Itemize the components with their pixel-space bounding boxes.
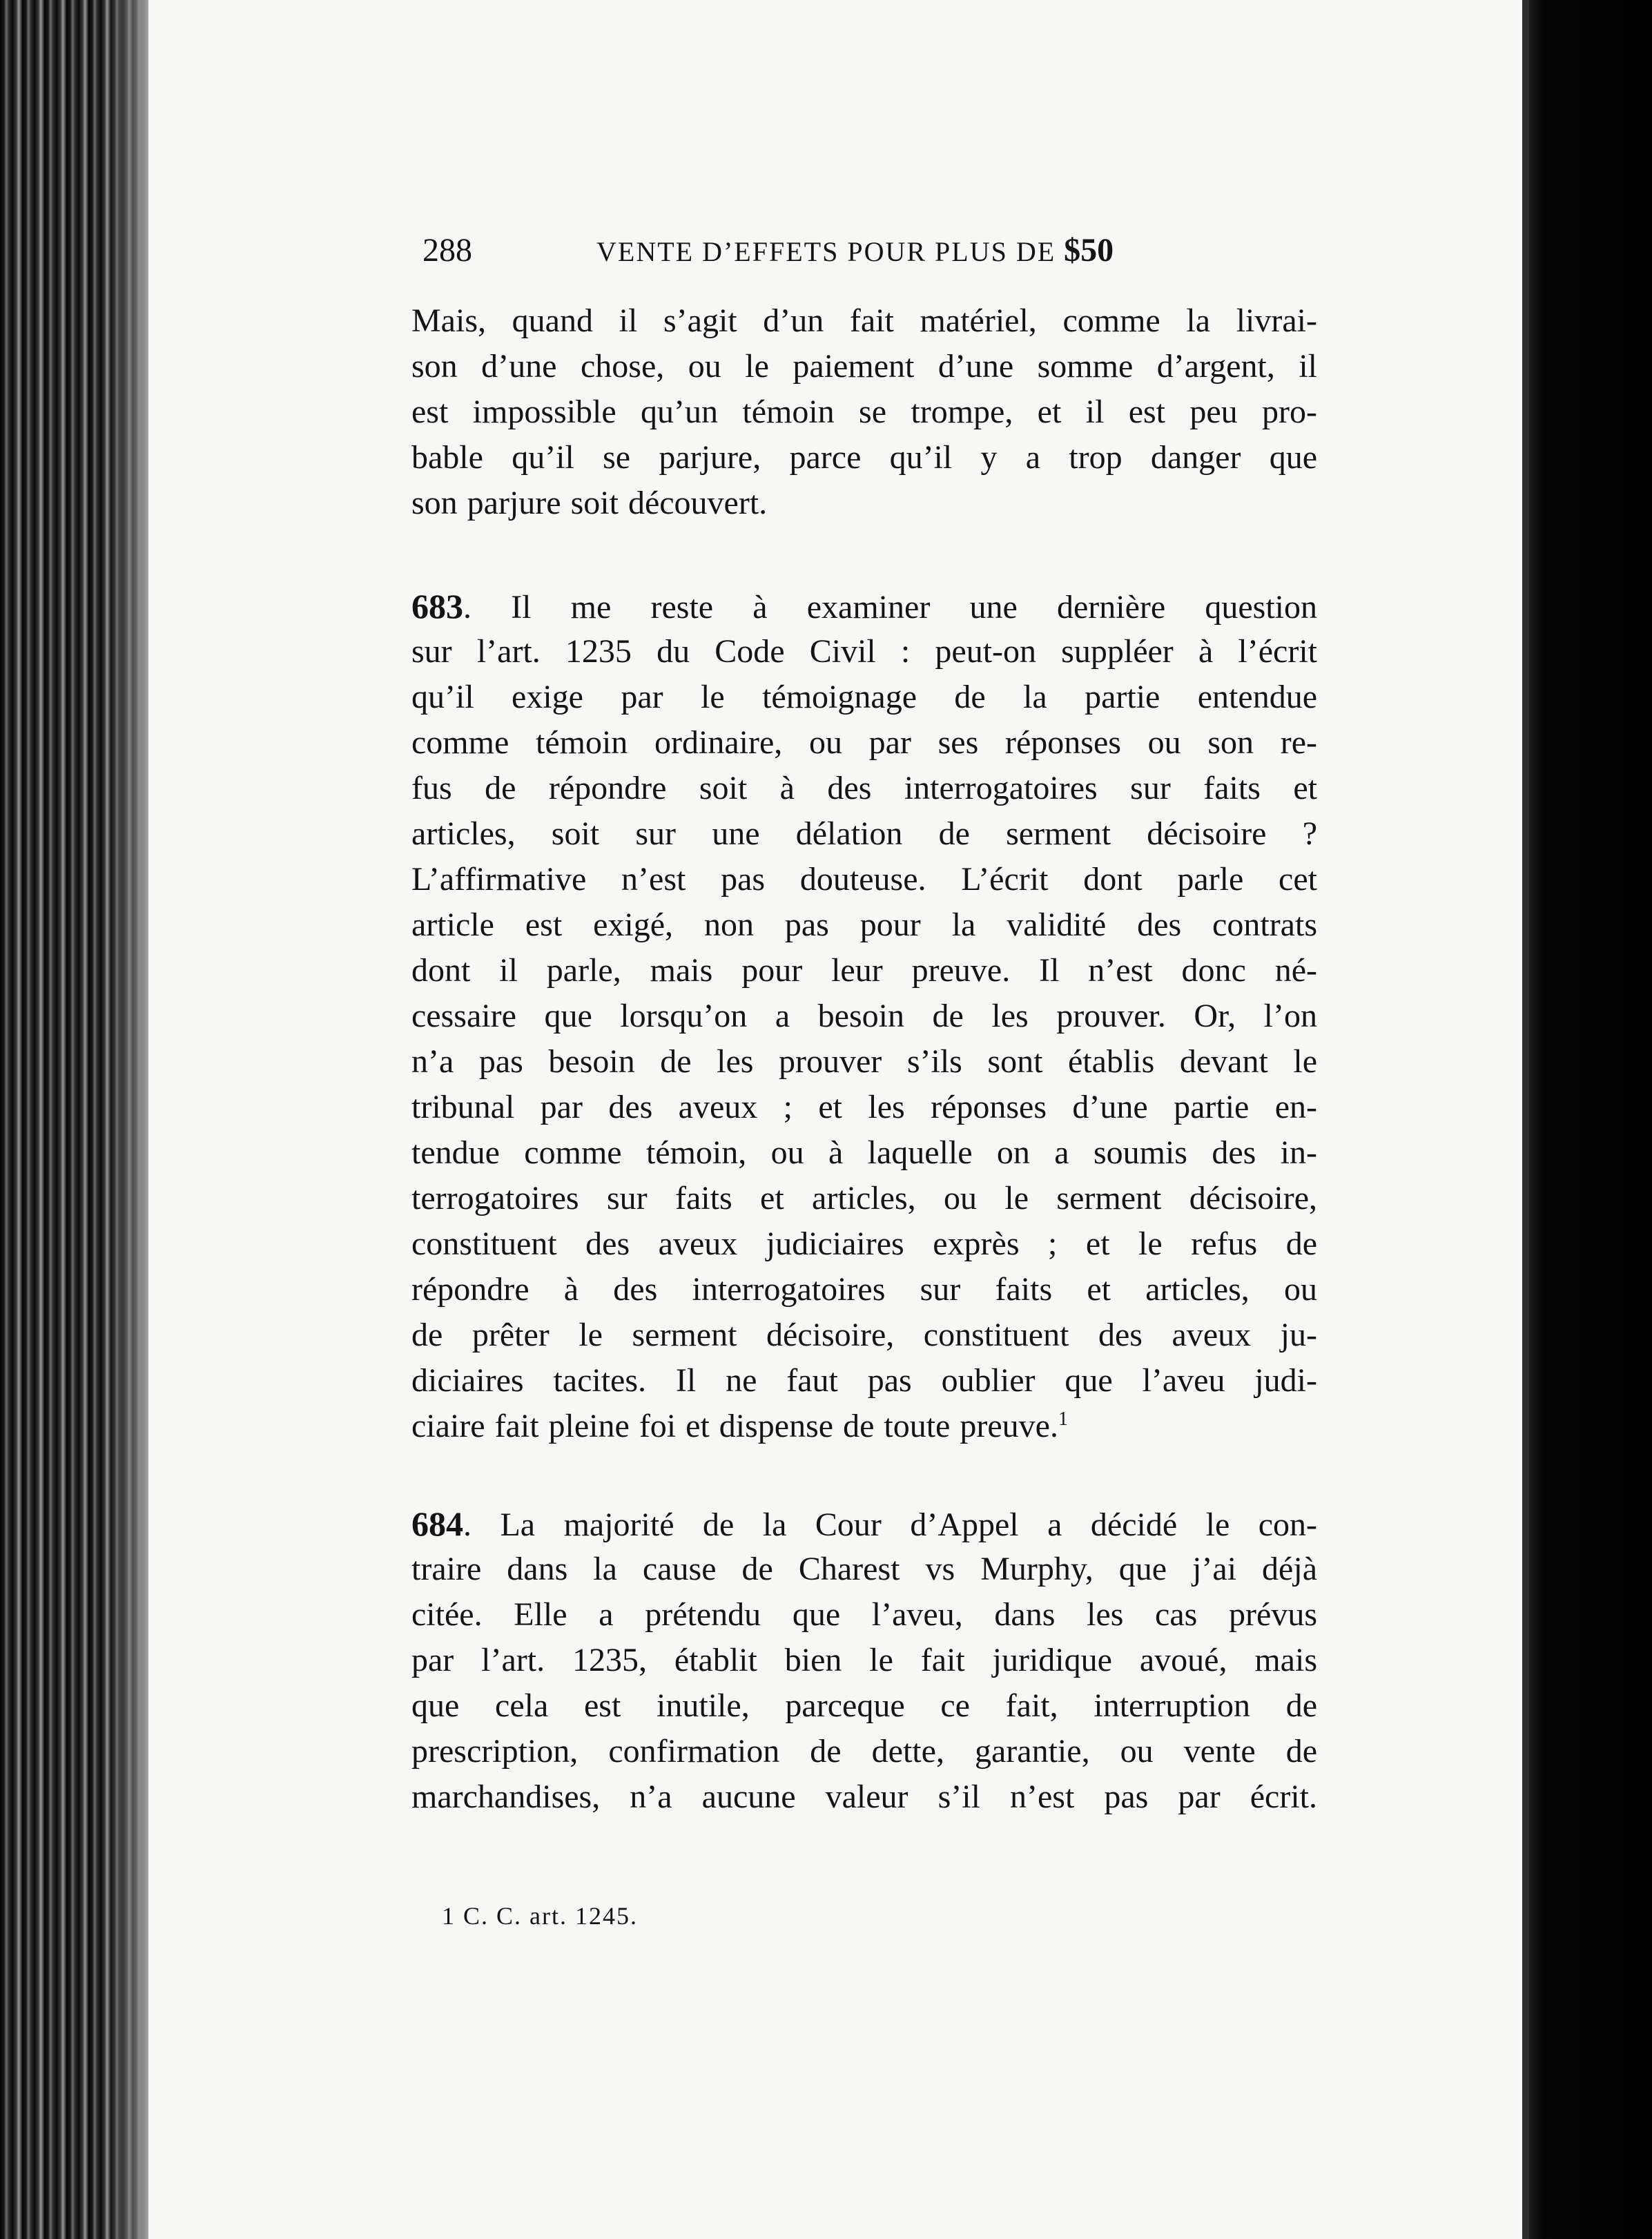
- text-line: est impossible qu’un témoin se trompe, et il est peu pro-: [411, 394, 1317, 430]
- text-line: bable qu’il se parjure, parce qu’il y a trop danger que: [411, 439, 1317, 476]
- text-line: que cela est inutile, parceque ce fait, interruption de: [411, 1687, 1317, 1724]
- text-line: fus de répondre soit à des interrogatoires sur faits et: [411, 770, 1317, 806]
- text-line: La majorité de la Cour d’Appel a décidé le con-: [500, 1506, 1318, 1543]
- footnote: 1 C. C. art. 1245.: [442, 1902, 638, 1930]
- paragraph-number: 684: [411, 1504, 463, 1543]
- right-gutter: [1529, 0, 1652, 2239]
- text-line: constituent des aveux judiciaires exprès ; et le refus de: [411, 1225, 1317, 1262]
- text-line: Mais, quand il s’agit d’un fait matériel, comme la livrai-: [411, 302, 1317, 339]
- text-line: sur l’art. 1235 du Code Civil : peut-on suppléer à l’écrit: [411, 633, 1317, 670]
- text-line: son d’une chose, ou le paiement d’une somme d’argent, il: [411, 348, 1317, 385]
- running-title-amount: $50: [1064, 232, 1114, 269]
- paragraph-number: 683: [411, 587, 463, 626]
- page-number: 288: [422, 232, 472, 269]
- text-line: citée. Elle a prétendu que l’aveu, dans les cas prévus: [411, 1596, 1317, 1633]
- running-title-text: VENTE D’EFFETS POUR PLUS DE: [596, 236, 1056, 267]
- running-title: [596, 228, 1114, 275]
- text-line: ciaire fait pleine foi et dispense de toute preuve.: [411, 1408, 1058, 1444]
- text-line: marchandises, n’a aucune valeur s’il n’est pas par écrit.: [411, 1778, 1317, 1815]
- text-line: par l’art. 1235, établit bien le fait juridique avoué, mais: [411, 1642, 1317, 1678]
- running-header: [422, 228, 1161, 273]
- paragraph-684: [411, 1501, 1317, 1820]
- text-line: L’affirmative n’est pas douteuse. L’écrit dont parle cet: [411, 861, 1317, 898]
- paragraph-683: [411, 583, 1317, 1449]
- text-line: n’a pas besoin de les prouver s’ils sont établis devant le: [411, 1043, 1317, 1080]
- page-edge-shadow: [104, 0, 152, 2239]
- text-line: dont il parle, mais pour leur preuve. Il n’est donc né-: [411, 952, 1317, 989]
- paragraph-first-line: 683. Il me reste à examiner une dernière question: [411, 587, 1317, 626]
- paragraph-intro: [411, 298, 1317, 526]
- text-line: terrogatoires sur faits et articles, ou le serment décisoire,: [411, 1180, 1317, 1217]
- text-line: son parjure soit découvert.: [411, 485, 768, 521]
- text-line: tribunal par des aveux ; et les réponses d’une partie en-: [411, 1089, 1317, 1125]
- text-line: traire dans la cause de Charest vs Murphy, que j’ai déjà: [411, 1551, 1317, 1587]
- text-line: diciaires tacites. Il ne faut pas oublier que l’aveu judi-: [411, 1362, 1317, 1399]
- text-line: répondre à des interrogatoires sur faits et articles, ou: [411, 1271, 1317, 1308]
- text-line: de prêter le serment décisoire, constituent des aveux ju-: [411, 1317, 1317, 1353]
- text-line: qu’il exige par le témoignage de la partie entendue: [411, 679, 1317, 715]
- footnote-marker: 1: [1058, 1408, 1068, 1430]
- paragraph-first-line: 684. La majorité de la Cour d’Appel a décidé le con-: [411, 1504, 1318, 1543]
- text-line: articles, soit sur une délation de serment décisoire ?: [411, 815, 1317, 852]
- text-line: cessaire que lorsqu’on a besoin de les prouver. Or, l’on: [411, 998, 1317, 1034]
- text-line: prescription, confirmation de dette, garantie, ou vente de: [411, 1733, 1317, 1770]
- text-line: article est exigé, non pas pour la validité des contrats: [411, 907, 1317, 943]
- text-line: tendue comme témoin, ou à laquelle on a soumis des in-: [411, 1134, 1317, 1171]
- text-line: Il me reste à examiner une dernière question: [511, 589, 1317, 626]
- text-line: comme témoin ordinaire, ou par ses réponses ou son re-: [411, 724, 1317, 761]
- paragraph-last-line: [411, 1404, 1317, 1449]
